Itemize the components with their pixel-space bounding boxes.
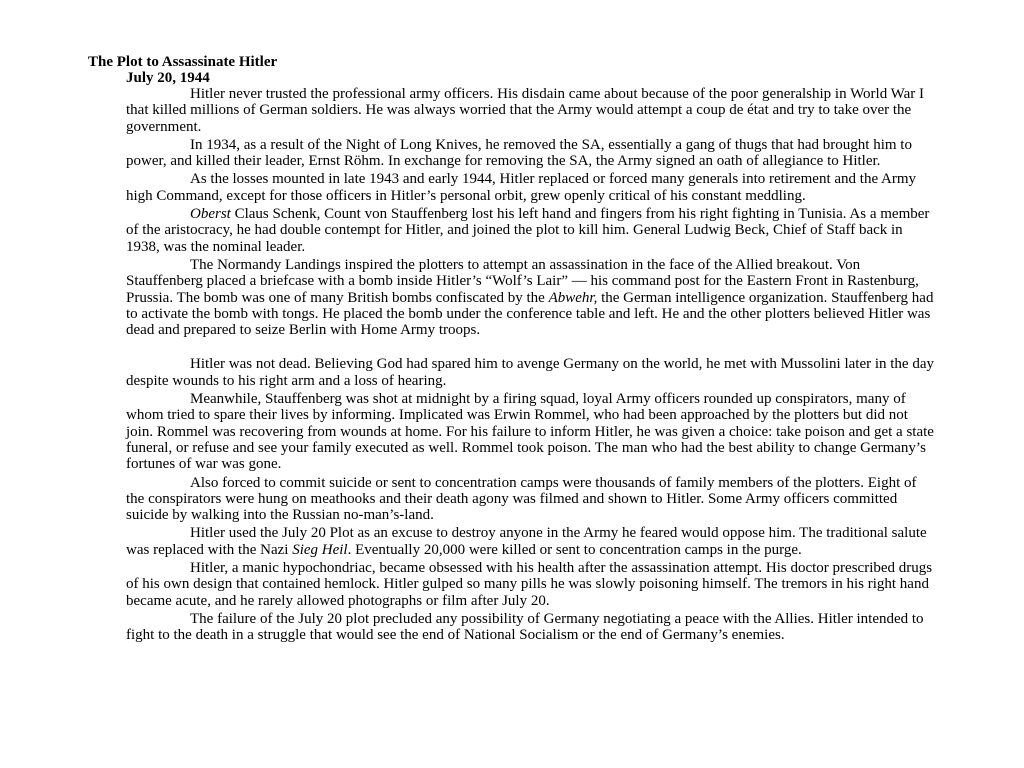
document-page <box>88 54 938 646</box>
paragraph <box>126 475 938 524</box>
paragraph-text: Hitler was not dead. Believing God had spared him to avenge Germany on the world, he met with Mussolini later in the day despite wounds to his right arm and a loss of hearing. <box>126 356 934 389</box>
paragraph <box>126 206 938 255</box>
paragraph-text: Claus Schenk, Count von Stauffenberg lost his left hand and fingers from his right fighting in Tunisia. As a member of the aristocracy, he had double contempt for Hitler, and joined the plot to kill him. General Ludwig Beck, Chief of Staff back in 1938, was the nominal leader. <box>126 206 930 255</box>
paragraph-text: The Normandy Landings inspired the plotters to attempt an assassination in the face of the Allied breakout. Von Stauffenberg placed a briefcase with a bomb inside Hitler’s “Wolf’s Lair” — his command post for the Eastern Front in Rastenburg, Prussia. The bomb was one of many British bombs confiscated by the <box>126 256 919 306</box>
paragraph <box>126 525 938 558</box>
paragraph-text: Hitler never trusted the professional army officers. His disdain came about because of the poor generalship in World War I that killed millions of German soldiers. He was always worried that the Army would attempt a coup de état and try to take over the government. <box>126 86 925 135</box>
document-title: The Plot to Assassinate Hitler <box>88 54 278 70</box>
paragraph <box>126 391 938 472</box>
paragraph <box>126 356 938 389</box>
paragraph <box>126 560 938 609</box>
italic-text: Oberst <box>190 206 231 223</box>
paragraph-text: Hitler used the July 20 Plot as an excuse to destroy anyone in the Army he feared would oppose him. The traditional salute was replaced with the Nazi <box>126 525 927 558</box>
paragraph <box>126 137 938 170</box>
paragraph <box>126 171 938 204</box>
italic-text: Sieg Heil <box>292 541 348 558</box>
paragraph <box>126 611 938 644</box>
paragraph-text: the German intelligence organization. Stauffenberg had to activate the bomb with tongs. He placed the bomb under the conference table and left. He and the other plotters believed Hitler was dead and prepared to seize Berlin with Home Army troops. <box>126 289 934 339</box>
paragraph-text: In 1934, as a result of the Night of Long Knives, he removed the SA, essentially a gang of thugs that had brought him to power, and killed their leader, Ernst Röhm. In exchange for removing the SA, the Army signed an oath of allegiance to Hitler. <box>126 136 912 170</box>
paragraph-text: The failure of the July 20 plot precluded any possibility of Germany negotiating a peace with the Allies. Hitler intended to fight to the death in a struggle that would see the end of National Socialism or the end of Germany’s enemies. <box>126 610 924 644</box>
paragraph-text: Hitler, a manic hypochondriac, became obsessed with his health after the assassination attempt. His doctor prescribed drugs of his own design that contained hemlock. Hitler gulped so many pills he was slowly poisoning himself. The tremors in his right hand became acute, and he rarely allowed photographs or film after July 20. <box>126 560 933 609</box>
document-body <box>126 86 938 644</box>
paragraph <box>126 86 938 135</box>
paragraph-text: . Eventually 20,000 were killed or sent to concentration camps in the purge. <box>347 541 802 558</box>
paragraph-text: As the losses mounted in late 1943 and early 1944, Hitler replaced or forced many generals into retirement and the Army high Command, except for those officers in Hitler’s personal orbit, grew openly critical of his constant meddling. <box>126 171 917 204</box>
italic-text: Abwehr, <box>548 289 598 306</box>
paragraph-text: Also forced to commit suicide or sent to concentration camps were thousands of family members of the plotters. Eight of the conspirators were hung on meathooks and their death agony was filmed and shown to Hitler. Some Army officers committed suicide by walking into the Russian no-man’s-land. <box>126 474 917 524</box>
paragraph <box>126 257 938 338</box>
document-date: July 20, 1944 <box>126 70 210 86</box>
paragraph-text: Meanwhile, Stauffenberg was shot at midnight by a firing squad, loyal Army officers rounded up conspirators, many of whom tried to spare their lives by informing. Implicated was Erwin Rommel, who had been approached by the plotters but did not join. Rommel was recovering from wounds at home. For his failure to inform Hitler, he was given a choice: take poison and get a state funeral, or refuse and see your family executed as well. Rommel took poison. The man who had the best ability to change Germany’s fortunes of war was gone. <box>126 391 934 473</box>
